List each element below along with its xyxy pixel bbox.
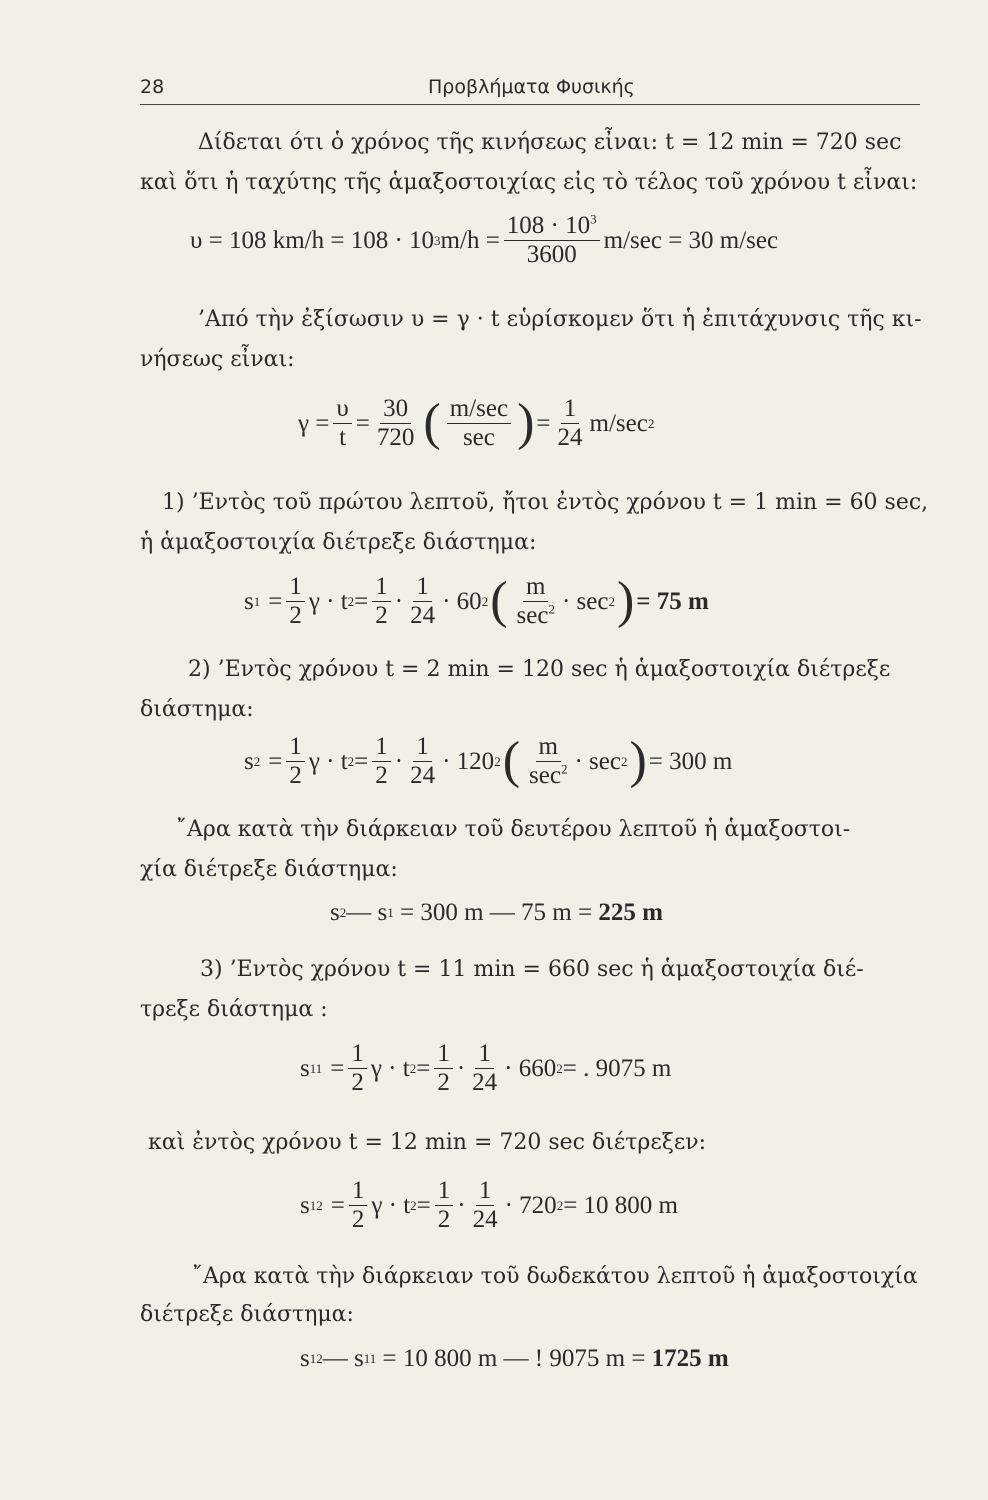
- text-line: διάστημα:: [140, 697, 254, 722]
- text-line: νήσεως εἶναι:: [140, 347, 295, 372]
- page-header: [140, 72, 920, 105]
- text-line: Δίδεται ότι ὁ χρόνος τῆς κινήσεως εἶναι: t = 12 min = 720 sec: [198, 130, 902, 155]
- text-line: ἡ ἁμαξοστοιχία διέτρεξε διάστημα:: [140, 530, 537, 555]
- text-line: χία διέτρεξε διάστημα:: [140, 857, 398, 882]
- page-number: 28: [140, 76, 165, 98]
- equation-s1: s 1 = $\frac{1}{2}$ γ · t 2 = $\frac{1}{2}$ · $\frac{1}{24}$ · 60 2 ( $\frac{m}{\sec^2}$ · sec 2 ) = 75 m: [244, 572, 709, 629]
- text-line: ’Από τὴν ἐξίσωσιν υ = γ · t εὑρίσκομεν ὅτι ἡ ἐπιτάχυνσις τῆς κι-: [198, 307, 922, 332]
- equation-difference-12-11: s 12 — s 11 = 10 800 m — ! 9075 m = 1725 m: [300, 1345, 729, 1372]
- text-line: καὶ ὅτι ἡ ταχύτης τῆς ἁμαξοστοιχίας εἰς τὸ τέλος τοῦ χρόνου t εἶναι:: [140, 170, 918, 195]
- equation-velocity: υ = 108 km/h = 108 · 10 3 m/h = $\frac{108 \cdot 10^3}{3600}$ m/sec = 30 m/sec: [190, 211, 779, 268]
- equation-s11: s 11 = $\frac{1}{2}$ γ · t 2 = $\frac{1}{2}$ · $\frac{1}{24}$ · 660 2 = . 9075 m: [300, 1040, 672, 1096]
- running-title: Προβλήματα Φυσικής: [428, 76, 635, 98]
- text-line: καὶ ἐντὸς χρόνου t = 12 min = 720 sec διέτρεξεν:: [148, 1130, 707, 1155]
- equation-s12: s 12 = $\frac{1}{2}$ γ · t 2 = $\frac{1}{2}$ · $\frac{1}{24}$ · 720 2 = 10 800 m: [300, 1177, 678, 1233]
- fraction: $\frac{108 \cdot 10^3}{3600}$: [504, 212, 600, 268]
- text-line: ῎Αρα κατὰ τὴν διάρκειαν τοῦ δωδεκάτου λεπτοῦ ἡ ἁμαξοστοιχία: [192, 1264, 918, 1289]
- text-line: ῎Αρα κατὰ τὴν διάρκειαν τοῦ δευτέρου λεπτοῦ ἡ ἁμαξοστοι-: [176, 817, 851, 842]
- equation-difference-2-1: s 2 — s 1 = 300 m — 75 m = 225 m: [330, 899, 663, 926]
- equation-acceleration: γ = $\frac{\upsilon}{t}$ = $\frac{30}{720}$ ( $\frac{m/\sec}{\sec}$ ) = $\frac{1}{24}$ m/sec 2: [298, 394, 655, 451]
- equation-s2: s 2 = $\frac{1}{2}$ γ · t 2 = $\frac{1}{2}$ · $\frac{1}{24}$ · 120 2 ( $\frac{m}{\sec^2}$ · sec 2 ) = 300 m: [244, 732, 733, 789]
- text-line: 1) ’Εντὸς τοῦ πρώτου λεπτοῦ, ἤτοι ἐντὸς χρόνου t = 1 min = 60 sec,: [162, 490, 929, 515]
- text-line: τρεξε διάστημα :: [140, 997, 328, 1022]
- text-line: 3) ’Εντὸς χρόνου t = 11 min = 660 sec ἡ ἁμαξοστοιχία διέ-: [200, 957, 864, 982]
- text-line: διέτρεξε διάστημα:: [140, 1302, 354, 1327]
- text-line: 2) ’Εντὸς χρόνου t = 2 min = 120 sec ἡ ἁμαξοστοιχία διέτρεξε: [188, 657, 891, 682]
